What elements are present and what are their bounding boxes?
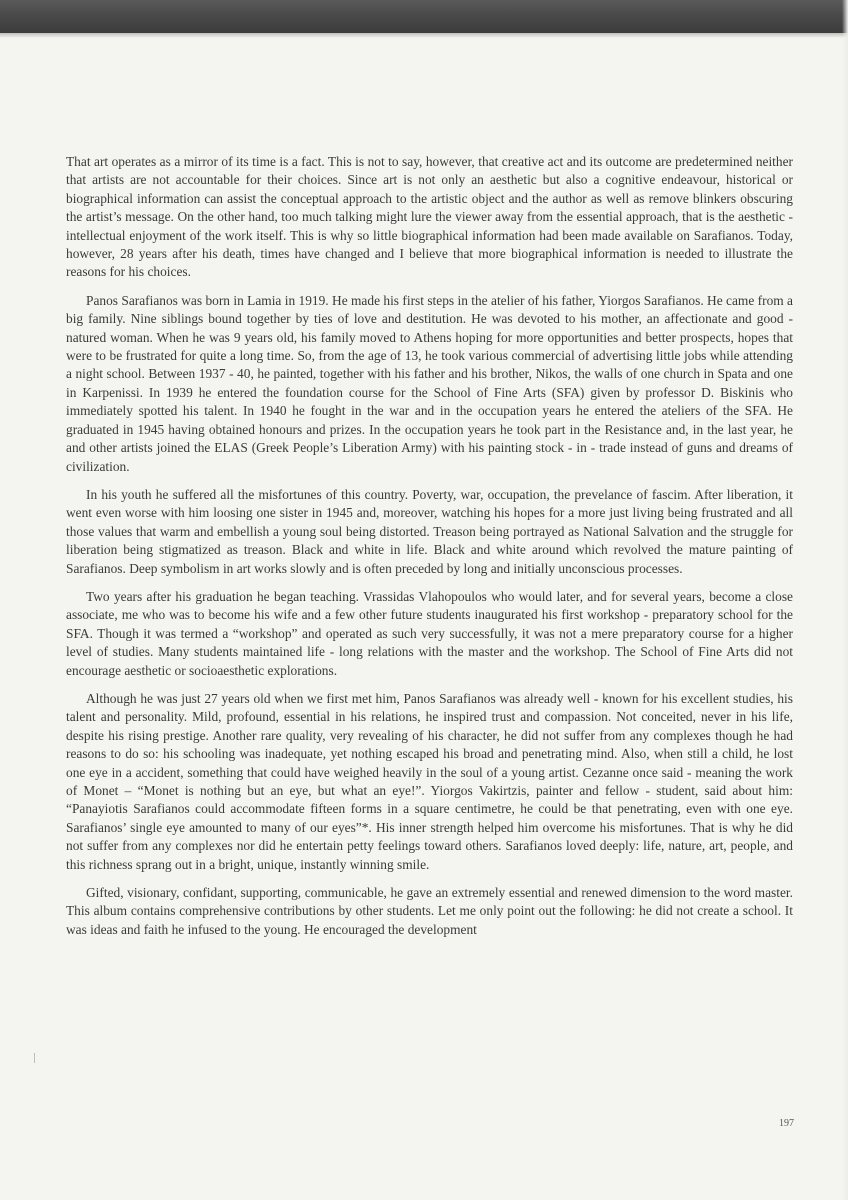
page-number: 197 [779, 1118, 794, 1129]
paragraph-1: That art operates as a mirror of its time is a fact. This is not to say, however, that creative act and its outcome are predetermined neither that artists are not accountable for their choices. Since art is not only an aesthetic but also a cognitive endeavour, historical or biographical information can assist the conceptual approach to the artistic object and the author as well as remove blinkers obscuring the artist’s message. On the other hand, too much talking might lure the viewer away from the essential approach, that is the aesthetic - intellectual enjoyment of the work itself. This is why so little biographical information had been made available on Sarafianos. Today, however, 28 years after his death, times have changed and I believe that more biographical information is needed to illustrate the reasons for his choices. [66, 154, 793, 280]
scan-top-shadow [0, 0, 848, 33]
paragraph-2: Panos Sarafianos was born in Lamia in 1919. He made his first steps in the atelier of his father, Yiorgos Sarafianos. He came from a big family. Nine siblings bound together by ties of love and destitution. He was devoted to his mother, an affectionate and good - natured woman. When he was 9 years old, his family moved to Athens hoping for more opportunities and better prospects, hopes that were to be frustrated for quite a long time. So, from the age of 13, he took various commercial of advertising little jobs while attending a night school. Between 1937 - 40, he painted, together with his father and his brother, Nikos, the walls of one church in Spata and one in Karpenissi. In 1939 he entered the foundation course for the School of Fine Arts (SFA) given by professor D. Biskinis who immediately spotted his talent. In 1940 he fought in the war and in the occupation years he entered the ateliers of the SFA. He graduated in 1945 having obtained honours and prizes. In the occupation years he took part in the Resistance and, in the last year, he and other artists joined the ELAS (Greek People’s Liberation Army) with his painting stock - in - trade instead of guns and dreams of civilization. [66, 292, 793, 474]
body-text [66, 153, 793, 949]
paragraph-3: In his youth he suffered all the misfortunes of this country. Poverty, war, occupation, the prevelance of fascim. After liberation, it went even worse with him loosing one sister in 1945 and, moreover, watching his hopes for a more just living being frustrated and all those values that warm and embellish a young soul being distorted. Treason being portrayed as National Salvation and the struggle for liberation being stigmatized as treason. Black and white in life. Black and white around which revolved the mature painting of Sarafianos. Deep symbolism in art works slowly and is often preceded by long and initially unconscious processes. [66, 486, 793, 576]
paragraph-6: Gifted, visionary, confidant, supporting, communicable, he gave an extremely essential and renewed dimension to the word master. This album contains comprehensive contributions by other students. Let me only point out the following: he did not create a school. It was ideas and faith he infused to the young. He encouraged the development [66, 885, 793, 937]
margin-mark [34, 1053, 35, 1063]
scan-shadow-fade [0, 33, 848, 38]
page-right-edge [842, 0, 848, 1200]
paragraph-4: Two years after his graduation he began teaching. Vrassidas Vlahopoulos who would later, and for several years, become a close associate, me who was to become his wife and a few other future students inaugurated his first workshop - preparatory school for the SFA. Though it was termed a “workshop” and operated as such very successfully, it was not a mere preparatory course for a higher level of studies. Many students maintained life - long relations with the master and the workshop. The School of Fine Arts did not encourage aesthetic or socioaesthetic explorations. [66, 588, 793, 678]
paragraph-5: Although he was just 27 years old when we first met him, Panos Sarafianos was already well - known for his excellent studies, his talent and personality. Mild, profound, essential in his relations, he inspired trust and compassion. Not conceited, never in his life, despite his rising prestige. Another rare quality, very revealing of his character, he did not suffer from any complexes though he had reasons to do so: his schooling was inadequate, yet nothing escaped his broad and penetrating mind. Also, when still a child, he lost one eye in a accident, something that could have weighed heavily in the soul of a young artist. Cezanne once said - meaning the work of Monet – “Monet is nothing but an eye, but what an eye!”. Yiorgos Vakirtzis, painter and fellow - student, said about him: “Panayiotis Sarafianos could accommodate fifteen forms in a square centimetre, he could be that penetrating, even with one eye. Sarafianos’ single eye amounted to many of our eyes”*. His inner strength helped him overcome his misfortunes. That is why he did not suffer from any complexes nor did he entertain petty feelings toward others. Sarafianos loved deeply: life, nature, art, people, and this richness sprang out in a bright, unique, instantly winning smile. [66, 690, 793, 872]
